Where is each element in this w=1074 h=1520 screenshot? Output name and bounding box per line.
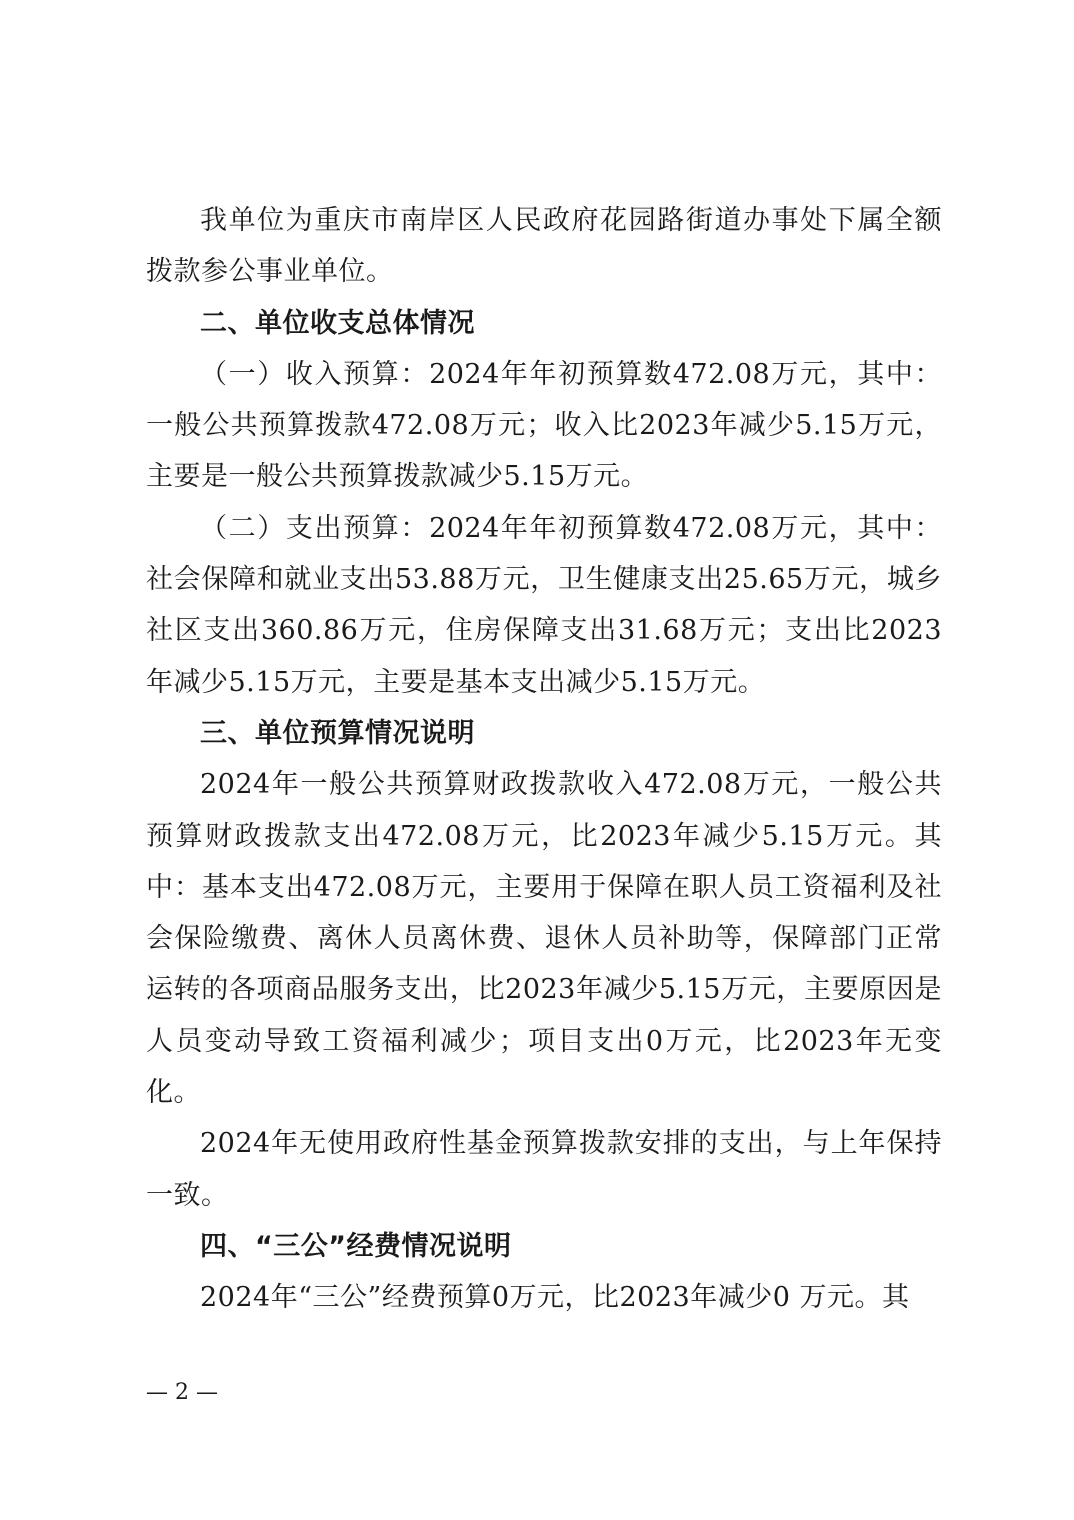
section-heading-three-public: 四、“三公”经费情况说明 xyxy=(200,1230,512,1262)
paragraph-unit-intro: 我单位为重庆市南岸区人民政府花园路街道办事处下属全额拨款参公事业单位。 xyxy=(146,205,942,288)
paragraph-income-budget: （一）收入预算：2024年年初预算数472.08万元，其中：一般公共预算拨款472.08万元；收入比2023年减少5.15万元，主要是一般公共预算拨款减少5.15万元。 xyxy=(146,358,942,493)
page-number: — 2 — xyxy=(146,1380,218,1405)
paragraph-general-budget: 2024年一般公共预算财政拨款收入472.08万元，一般公共预算财政拨款支出472.08万元，比2023年减少5.15万元。其中：基本支出472.08万元，主要用于保障在职人员工资福利及社会保险缴费、离休人员离休费、退休人员补助等，保障部门正常运转的各项商品服务支出，比2023年减少5.15万元，主要原因是人员变动导致工资福利减少；项目支出0万元，比2023年无变化。 xyxy=(146,769,942,1109)
document-body xyxy=(146,195,942,1324)
paragraph-three-public-budget: 2024年“三公”经费预算0万元，比2023年减少0 万元。其 xyxy=(200,1282,910,1314)
section-heading-budget-explanation: 三、单位预算情况说明 xyxy=(200,717,475,749)
section-heading-income-expense: 二、单位收支总体情况 xyxy=(200,307,475,339)
paragraph-government-fund: 2024年无使用政府性基金预算拨款安排的支出，与上年保持一致。 xyxy=(146,1128,942,1211)
paragraph-expense-budget: （二）支出预算：2024年年初预算数472.08万元，其中：社会保障和就业支出53.88万元，卫生健康支出25.65万元，城乡社区支出360.86万元，住房保障支出31.68万元；支出比2023年减少5.15万元，主要是基本支出减少5.15万元。 xyxy=(146,512,942,698)
